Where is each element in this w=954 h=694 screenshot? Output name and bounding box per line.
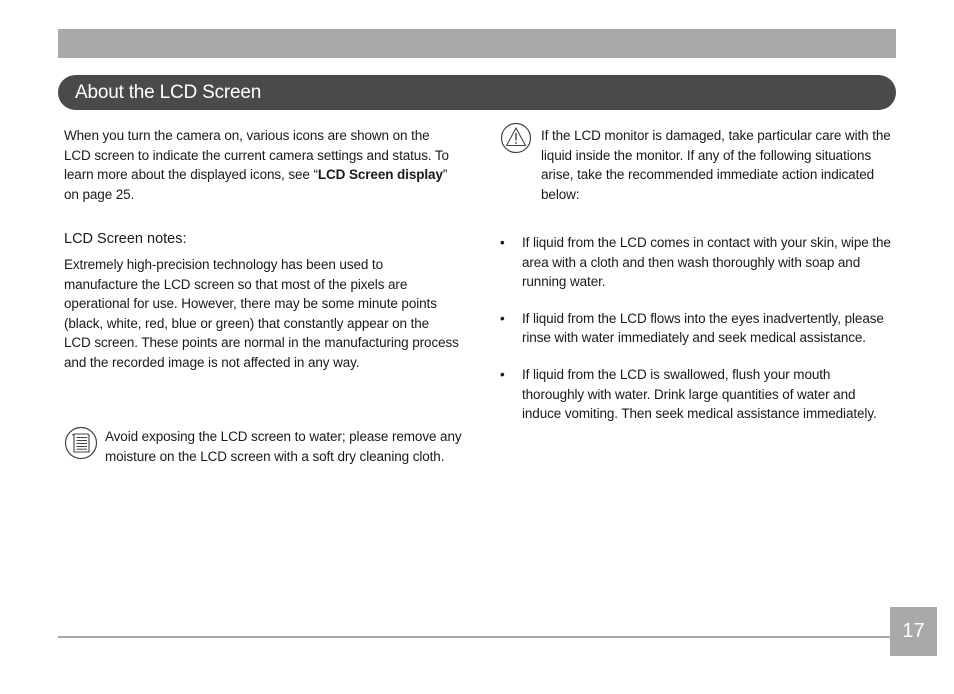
top-decorative-bar xyxy=(58,29,896,58)
notes-heading: LCD Screen notes: xyxy=(64,231,187,247)
warning-icon xyxy=(500,122,532,154)
section-header xyxy=(58,75,896,110)
lcd-screen-display-reference: LCD Screen display xyxy=(317,167,443,183)
bullet-mark: • xyxy=(500,366,505,382)
bullet-text: If liquid from the LCD comes in contact with your skin, wipe the area with a cloth and then wash thoroughly with soap and running water. xyxy=(522,235,891,290)
notes-body: Extremely high-precision technology has been used to manufacture the LCD screen so that most of the pixels are operational for use. However, there may be some minute points (black, white, red, blue or green) that constantly appear on the LCD screen. These points are normal in the manufacturing process and the recorded image is not affected in any way. xyxy=(64,257,459,370)
intro-paragraph xyxy=(64,126,459,204)
tip-text: Avoid exposing the LCD screen to water; please remove any moisture on the LCD screen with a soft dry cleaning cloth. xyxy=(105,429,462,464)
list-item xyxy=(500,365,896,424)
intro-text-before: When you turn the camera on, various icons are shown on the LCD screen to indicate the current camera settings and status. To learn more about the displayed icons, see “ xyxy=(64,128,449,183)
footer-rule xyxy=(58,636,890,638)
bullet-mark: • xyxy=(500,310,505,326)
section-title: About the LCD Screen xyxy=(75,82,262,103)
note-icon xyxy=(64,426,98,460)
list-item xyxy=(500,309,896,348)
warning-text: If the LCD monitor is damaged, take particular care with the liquid inside the monitor. If any of the following situations arise, take the recommended immediate action indicated below: xyxy=(541,128,891,202)
bullet-text: If liquid from the LCD flows into the eyes inadvertently, please rinse with water immediately and seek medical assistance. xyxy=(522,310,884,346)
page-number: 17 xyxy=(890,607,937,656)
intro-text-after: ” on page 25. xyxy=(64,167,448,202)
bullet-list xyxy=(500,233,896,441)
list-item xyxy=(500,233,896,292)
bullet-text: If liquid from the LCD is swallowed, flush your mouth thoroughly with water. Drink large quantities of water and induce vomiting. Then seek medical assistance immediately. xyxy=(522,366,877,422)
bullet-mark: • xyxy=(500,235,505,250)
